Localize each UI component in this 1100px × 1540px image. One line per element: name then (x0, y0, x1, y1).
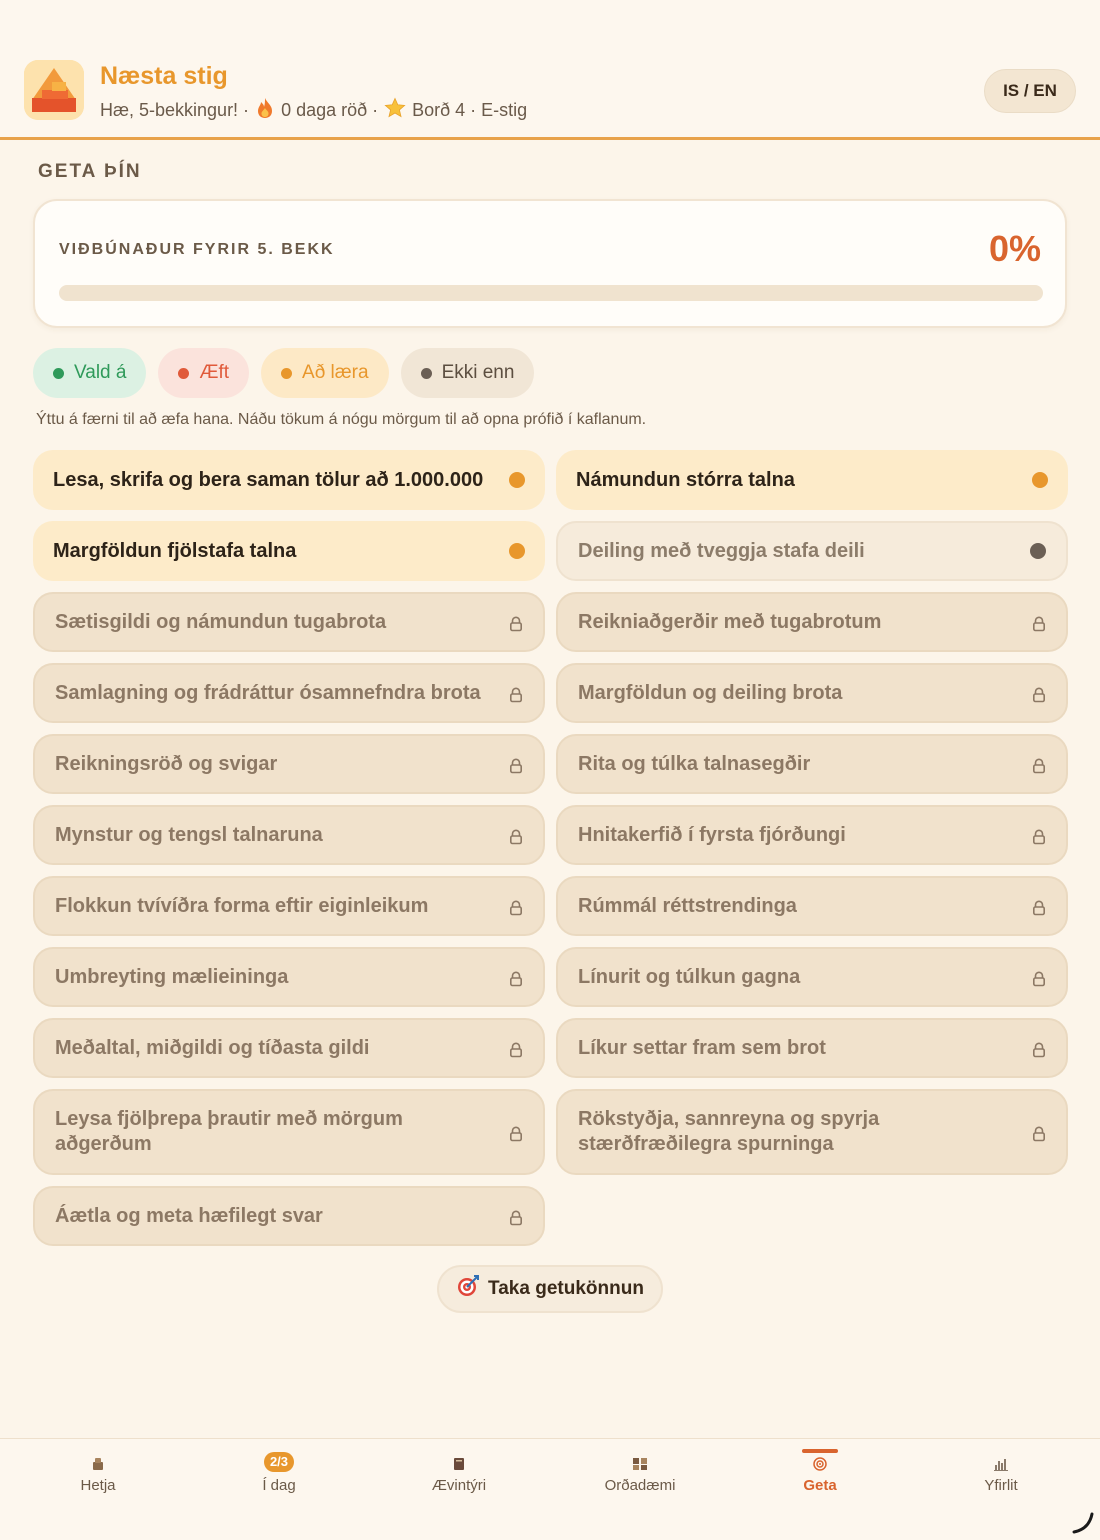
skill-label: Rökstyðja, sannreyna og spyrja stærðfræðilegra spurninga (578, 1108, 880, 1155)
skill-label: Rita og túlka talnasegðir (578, 752, 811, 775)
learning-dot-icon (1032, 472, 1048, 488)
hero-icon (91, 1457, 105, 1475)
skill-label: Námundun stórra talna (576, 468, 795, 491)
nav-tab-overview[interactable] (941, 1439, 1061, 1519)
target-icon (456, 1274, 480, 1304)
legend-mastered (33, 348, 146, 398)
lock-icon (509, 827, 523, 843)
skill-label: Mynstur og tengsl talnaruna (55, 823, 323, 846)
target-icon (813, 1457, 827, 1475)
skill-label: Reikniaðgerðir með tugabrotum (578, 610, 882, 633)
today-badge: 2/3 (264, 1452, 294, 1472)
lock-icon (1032, 1124, 1046, 1140)
nav-label: Orðadæmi (604, 1477, 676, 1494)
skill-label: Línurit og túlkun gagna (578, 965, 801, 988)
skill-card[interactable] (33, 1186, 545, 1246)
legend-learning (261, 348, 389, 398)
header-subtitle (100, 97, 527, 124)
nav-label: Yfirlit (984, 1477, 1018, 1494)
lock-icon (1032, 827, 1046, 843)
skill-card[interactable] (556, 805, 1068, 865)
skill-card[interactable] (33, 876, 545, 936)
take-assessment-button[interactable] (437, 1265, 663, 1313)
nav-tab-abilities[interactable] (760, 1439, 880, 1519)
bottom-navigation (0, 1438, 1100, 1540)
language-toggle-button[interactable]: IS / EN (984, 69, 1076, 113)
skill-label: Rúmmál réttstrendinga (578, 894, 797, 917)
chart-icon (994, 1457, 1008, 1475)
skill-card[interactable] (33, 521, 545, 581)
skill-label: Umbreyting mælieininga (55, 965, 289, 988)
readiness-progress-bar (59, 285, 1043, 301)
nav-tab-adventure[interactable] (399, 1439, 519, 1519)
lock-icon (1032, 614, 1046, 630)
practiced-dot-icon (178, 368, 189, 379)
skill-label: Hnitakerfið í fyrsta fjórðungi (578, 823, 846, 846)
skill-card[interactable] (556, 450, 1068, 510)
nav-tab-today[interactable] (219, 1439, 339, 1519)
skill-card[interactable] (556, 663, 1068, 723)
learning-dot-icon (509, 472, 525, 488)
skill-card[interactable] (33, 1089, 545, 1175)
app-title: Næsta stig (100, 62, 228, 90)
readiness-label: VIÐBÚNAÐUR FYRIR 5. BEKK (59, 241, 335, 258)
book-icon (452, 1457, 466, 1475)
legend-not-yet (401, 348, 535, 398)
lock-icon (1032, 1040, 1046, 1056)
lock-icon (1032, 685, 1046, 701)
skill-label: Deiling með tveggja stafa deili (578, 539, 865, 562)
readiness-card (33, 199, 1067, 328)
lock-icon (1032, 969, 1046, 985)
lock-icon (509, 756, 523, 772)
nav-label: Geta (803, 1477, 837, 1494)
nav-tab-word-problems[interactable] (580, 1439, 700, 1519)
level-text: Borð 4 · E-stig (412, 100, 528, 120)
skill-label: Samlagning og frádráttur ósamnefndra brota (55, 681, 481, 704)
greeting-text: Hæ, 5-bekkingur! · (100, 100, 250, 120)
lock-icon (509, 614, 523, 630)
skill-card[interactable] (33, 1018, 545, 1078)
star-icon (384, 97, 406, 124)
skill-card[interactable] (33, 592, 545, 652)
streak-text: 0 daga röð · (281, 100, 379, 120)
not-yet-dot-icon (1030, 543, 1046, 559)
status-legend (33, 348, 534, 398)
skill-card[interactable] (33, 450, 545, 510)
skill-label: Sætisgildi og námundun tugabrota (55, 610, 387, 633)
learning-dot-icon (281, 368, 292, 379)
lock-icon (1032, 898, 1046, 914)
skill-card[interactable] (33, 663, 545, 723)
nav-tab-hero[interactable] (38, 1439, 158, 1519)
skill-label: Áætla og meta hæfilegt svar (55, 1204, 323, 1227)
skill-label: Meðaltal, miðgildi og tíðasta gildi (55, 1036, 370, 1059)
section-title: GETA ÞÍN (38, 161, 142, 182)
lock-icon (509, 1208, 523, 1224)
skill-card[interactable] (556, 592, 1068, 652)
top-bar (0, 0, 1100, 140)
skill-card[interactable] (33, 734, 545, 794)
skill-label: Líkur settar fram sem brot (578, 1036, 826, 1059)
legend-label: Að læra (302, 362, 369, 383)
take-assessment-label: Taka getukönnun (488, 1278, 644, 1299)
lock-icon (509, 969, 523, 985)
puzzle-icon (632, 1457, 648, 1475)
skill-card[interactable] (556, 1018, 1068, 1078)
legend-practiced (158, 348, 249, 398)
nav-label: Í dag (262, 1477, 296, 1494)
skill-card[interactable] (33, 805, 545, 865)
legend-label: Ekki enn (441, 362, 515, 383)
hint-text: Ýttu á færni til að æfa hana. Náðu tökum á nógu mörgum til að opna prófið í kaflanum. (36, 411, 647, 428)
learning-dot-icon (509, 543, 525, 559)
not-yet-dot-icon (421, 368, 432, 379)
lock-icon (509, 1040, 523, 1056)
skill-card[interactable] (556, 876, 1068, 936)
lock-icon (1032, 756, 1046, 772)
nav-label: Ævintýri (431, 1477, 487, 1494)
skill-label: Flokkun tvívíðra forma eftir eiginleikum (55, 894, 429, 917)
skill-label: Margföldun og deiling brota (578, 681, 843, 704)
fire-icon (255, 97, 275, 124)
active-tab-indicator (802, 1449, 838, 1453)
skill-label: Reikningsröð og svigar (55, 752, 278, 775)
resize-handle-icon[interactable] (1070, 1510, 1096, 1536)
app-logo (24, 60, 84, 120)
skill-card[interactable] (556, 947, 1068, 1007)
nav-label: Hetja (80, 1477, 116, 1494)
skill-label: Lesa, skrifa og bera saman tölur að 1.000.000 (53, 468, 484, 491)
skill-label: Leysa fjölþrepa þrautir með mörgum aðgerðum (55, 1108, 403, 1155)
skill-card[interactable] (556, 521, 1068, 581)
lock-icon (509, 685, 523, 701)
legend-label: Vald á (74, 362, 127, 383)
lock-icon (509, 898, 523, 914)
skill-label: Margföldun fjölstafa talna (53, 539, 297, 562)
lock-icon (509, 1124, 523, 1140)
legend-label: Æft (199, 362, 230, 383)
skill-card[interactable] (556, 1089, 1068, 1175)
readiness-percent: 0% (988, 228, 1041, 269)
mastered-dot-icon (53, 368, 64, 379)
skill-card[interactable] (556, 734, 1068, 794)
skill-card[interactable] (33, 947, 545, 1007)
